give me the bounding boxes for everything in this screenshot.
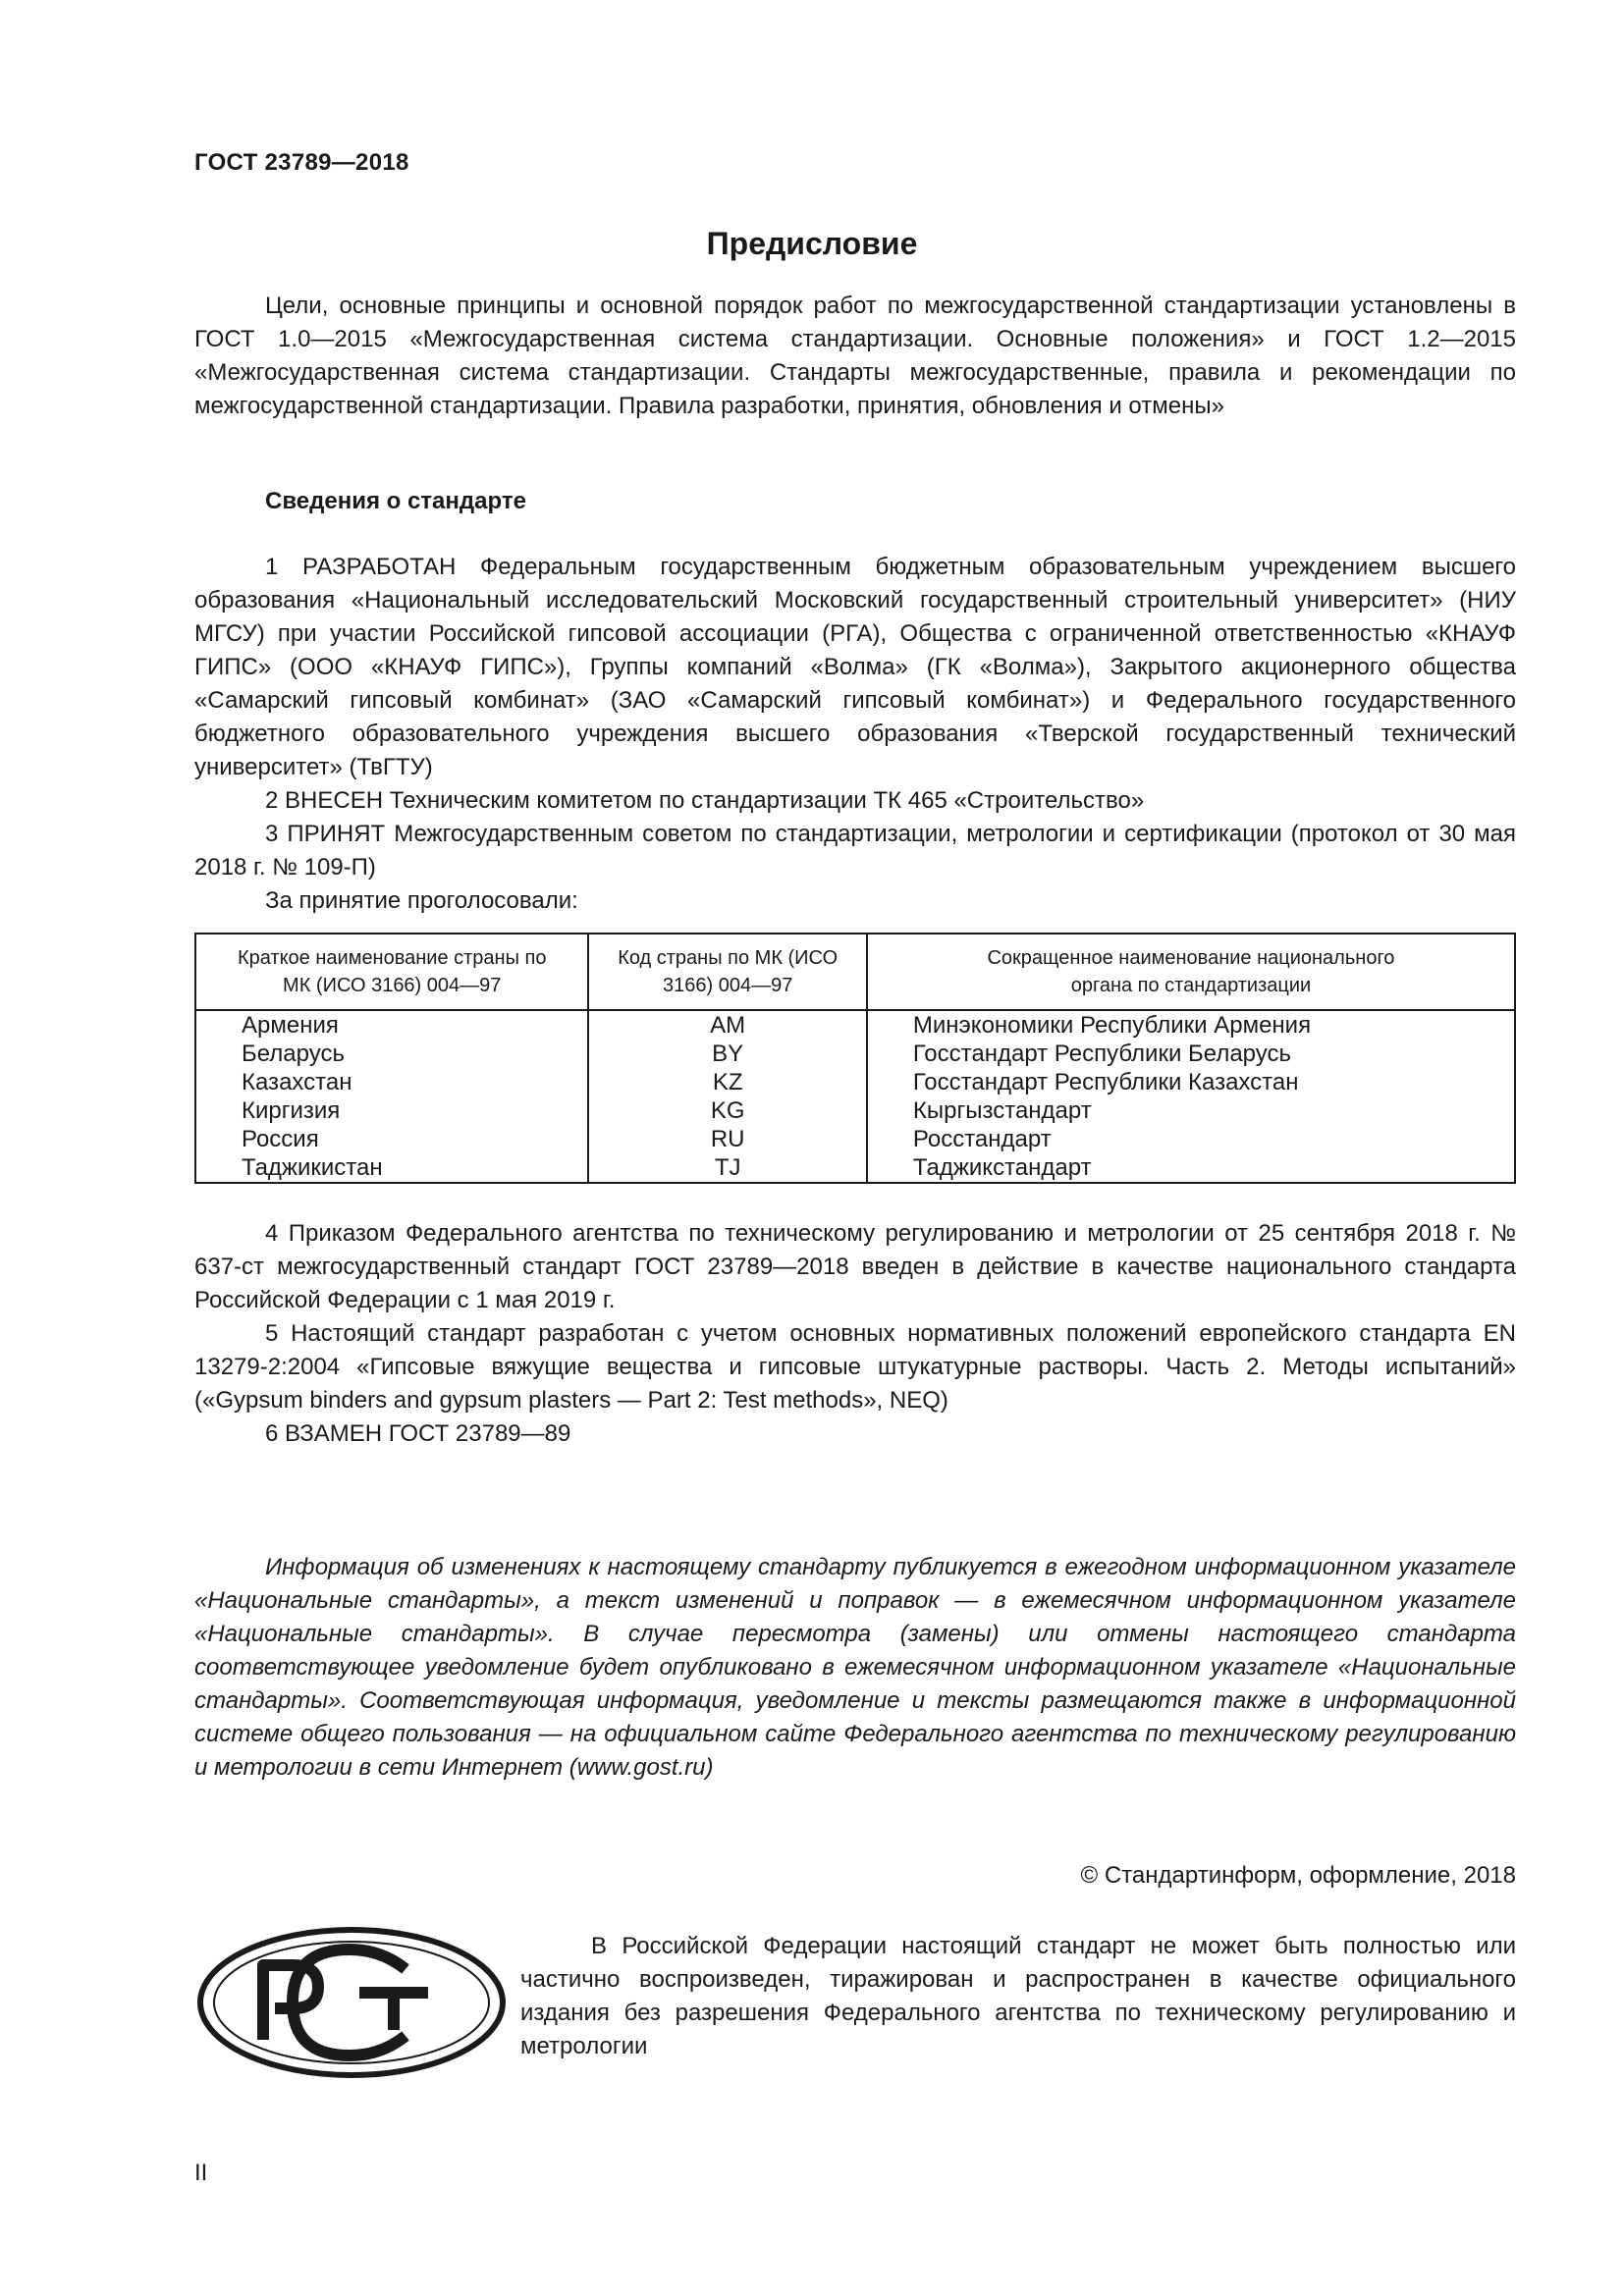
country-cell: Киргизия	[242, 1097, 341, 1124]
info-item-6: 6 ВЗАМЕН ГОСТ 23789—89	[265, 1420, 571, 1447]
section-heading: Сведения о стандарте	[265, 488, 526, 514]
document-code: ГОСТ 23789—2018	[194, 149, 409, 176]
body-cell: Кыргызстандарт	[912, 1097, 1092, 1124]
body-cell: Минэкономики Республики Армения	[912, 1012, 1312, 1039]
country-cell: Армения	[242, 1012, 339, 1039]
table-header-body: Сокращенное наименование национального органа по стандартизации	[867, 934, 1515, 1010]
country-cell: Россия	[242, 1126, 319, 1152]
table-header-country: Краткое наименование страны по МК (ИСО 3166) 004—97	[195, 934, 588, 1010]
code-cell: AM	[710, 1012, 746, 1039]
intro-text: Цели, основные принципы и основной порядок работ по межгосударственной стандартизации установлены в ГОСТ 1.0—2015 «Межгосударственная система стандартизации. Основные положения» и ГОСТ 1.2—2015 «Межгосударственная система стандартизации. Стандарты межгосударственные, правила и рекомендации по межгосударственной стандартизации. Правила разработки, принятия, обновления и отмены»	[194, 293, 1516, 419]
notice-text: Информация об изменениях к настоящему стандарту публикуется в ежегодном информационном указателе «Национальные стандарты», а текст изменений и поправок — в ежемесячном информационном указателе «Национальные стандарты». В случае пересмотра (замены) или отмены настоящего стандарта соответствующее уведомление будет опубликовано в ежемесячном информационном указателе «Национальные стандарты». Соответствующая информация, уведомление и тексты размещаются также в информационной системе общего пользования — на официальном сайте Федерального агентства по техническому регулированию и метрологии в сети Интернет (www.gost.ru)	[194, 1554, 1516, 1781]
table-header-row	[195, 934, 1515, 1010]
country-column	[195, 1010, 588, 1183]
code-cell: KZ	[712, 1069, 743, 1095]
body-cell: Госстандарт Республики Беларусь	[912, 1041, 1291, 1067]
body-cell: Госстандарт Республики Казахстан	[912, 1069, 1299, 1095]
body-column	[867, 1010, 1515, 1183]
country-cell: Беларусь	[242, 1041, 345, 1067]
voted-intro: За принятие проголосовали:	[265, 887, 578, 914]
page-title: Предисловие	[706, 226, 918, 261]
body-cell: Таджикстандарт	[912, 1154, 1092, 1181]
country-cell: Казахстан	[242, 1069, 352, 1095]
standard-info-continued	[194, 1217, 1516, 1451]
intro-paragraph	[194, 290, 1516, 423]
code-cell: KG	[710, 1097, 745, 1124]
info-item-4: 4 Приказом Федерального агентства по техническому регулированию и метрологии от 25 сентября 2018 г. № 637-ст межгосударственный стандарт ГОСТ 23789—2018 введен в действие в качестве национального стандарта Российской Федерации с 1 мая 2019 г.	[194, 1220, 1516, 1313]
amendments-notice	[194, 1551, 1516, 1785]
info-item-5: 5 Настоящий стандарт разработан с учетом основных нормативных положений европейского стандарта EN 13279-2:2004 «Гипсовые вяжущие вещества и гипсовые штукатурные растворы. Часть 2. Методы испытаний» («Gypsum binders and gypsum plasters — Part 2: Test methods», NEQ)	[194, 1320, 1516, 1414]
table-header-code: Код страны по МК (ИСО 3166) 004—97	[588, 934, 866, 1010]
code-cell: TJ	[714, 1154, 741, 1181]
reproduction-text: В Российской Федерации настоящий стандарт не может быть полностью или частично воспроизведен, тиражирован и распространен в качестве официального издания без разрешения Федерального агентства по техническому регулированию и метрологии	[520, 1933, 1516, 2059]
code-column	[588, 1010, 866, 1183]
code-cell: BY	[712, 1041, 744, 1067]
voters-table	[194, 933, 1516, 1184]
reproduction-notice	[520, 1930, 1516, 2063]
rst-certification-mark-icon	[194, 1924, 509, 2081]
info-item-3: 3 ПРИНЯТ Межгосударственным советом по стандартизации, метрологии и сертификации (протокол от 30 мая 2018 г. № 109-П)	[194, 821, 1516, 881]
body-cell: Росстандарт	[912, 1126, 1052, 1152]
code-cell: RU	[710, 1126, 745, 1152]
info-item-2: 2 ВНЕСЕН Техническим комитетом по стандартизации ТК 465 «Строительство»	[265, 787, 1145, 814]
info-item-1: 1 РАЗРАБОТАН Федеральным государственным бюджетным образовательным учреждением высшего образования «Национальный исследовательский Московский государственный строительный университет» (НИУ МГСУ) при участии Российской гипсовой ассоциации (РГА), Общества с ограниченной ответственностью «КНАУФ ГИПС» (ООО «КНАУФ ГИПС»), Группы компаний «Волма» (ГК «Волма»), Закрытого акционерного общества «Самарский гипсовый комбинат» (ЗАО «Самарский гипсовый комбинат») и Федерального государственного бюджетного образовательного учреждения высшего образования «Тверской государственный технический университет» (ТвГТУ)	[194, 554, 1516, 780]
page-number: II	[194, 2160, 208, 2186]
country-cell: Таджикистан	[242, 1154, 383, 1181]
standard-info	[194, 551, 1516, 918]
copyright-line: © Стандартинформ, оформление, 2018	[1080, 1862, 1516, 1889]
table-row	[195, 1010, 1515, 1183]
